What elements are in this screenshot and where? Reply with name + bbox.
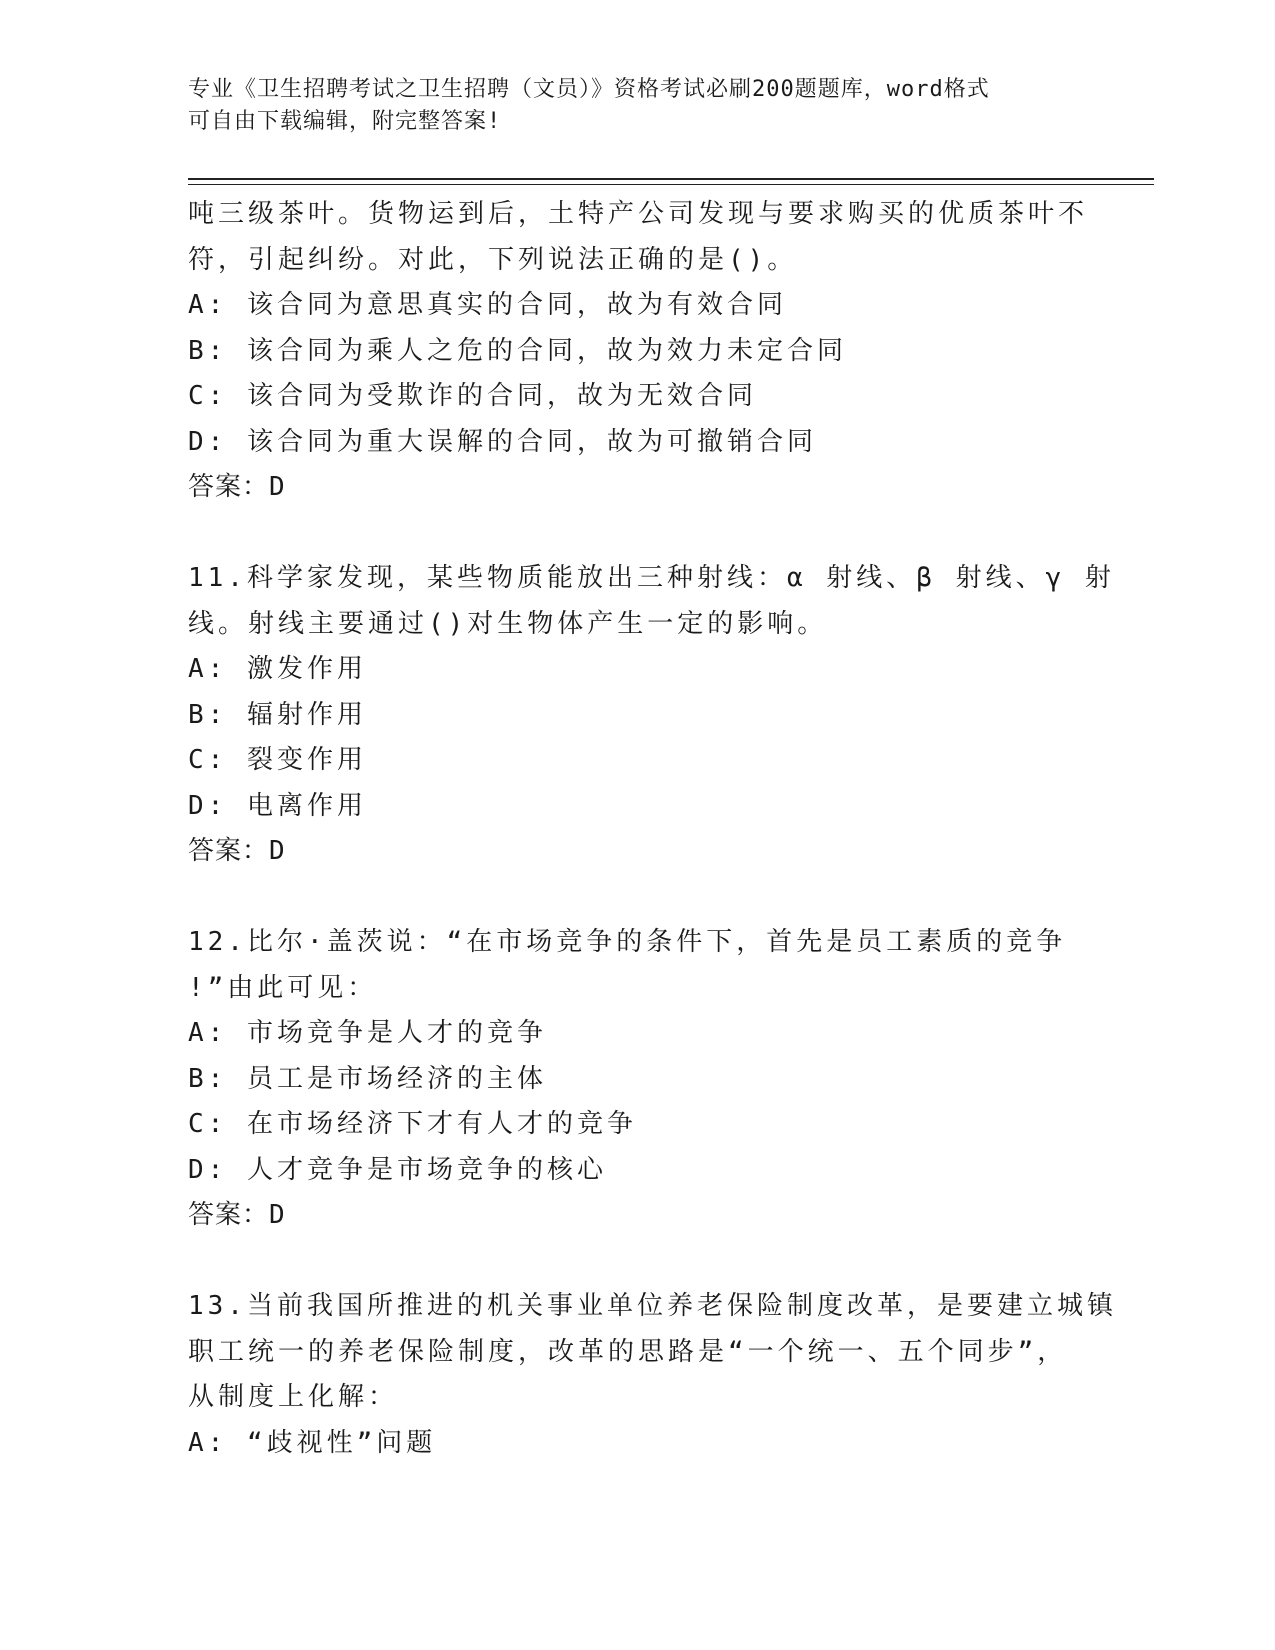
option-b: B: 该合同为乘人之危的合同，故为效力未定合同 <box>188 335 847 366</box>
question-12 <box>188 920 1088 1239</box>
spacer <box>188 875 1088 921</box>
question-stem-line: 13.当前我国所推进的机关事业单位养老保险制度改革，是要建立城镇 <box>188 1291 1117 1321</box>
option-c: C: 该合同为受欺诈的合同，故为无效合同 <box>188 381 757 411</box>
option-a: A: 该合同为意思真实的合同，故为有效合同 <box>188 290 787 320</box>
question-stem-line: 职工统一的养老保险制度，改革的思路是“一个统一、五个同步”， <box>188 1336 1068 1367</box>
spacer <box>188 511 1088 557</box>
option-b: B: 辐射作用 <box>188 699 367 730</box>
option-b: B: 员工是市场经济的主体 <box>188 1063 547 1094</box>
header-title-line-1: 专业《卫生招聘考试之卫生招聘（文员）》资格考试必刷200题题库，word格式 <box>188 77 990 102</box>
question-stem-line: 12.比尔·盖茨说：“在市场竞争的条件下，首先是员工素质的竞争 <box>188 927 1067 957</box>
document-header <box>188 74 1088 138</box>
option-a: A: “歧视性”问题 <box>188 1427 437 1458</box>
question-list <box>188 192 1117 1466</box>
question-13 <box>188 1284 1117 1466</box>
question-stem-line: 线。射线主要通过()对生物体产生一定的影响。 <box>188 608 828 639</box>
question-11 <box>188 556 1115 875</box>
question-10 <box>188 192 1088 511</box>
question-stem-line: 符，引起纠纷。对此，下列说法正确的是()。 <box>188 244 798 275</box>
header-rule-thin <box>188 184 1154 185</box>
question-stem-line: 吨三级茶叶。货物运到后，土特产公司发现与要求购买的优质茶叶不 <box>188 199 1089 229</box>
option-d: D: 人才竞争是市场竞争的核心 <box>188 1154 607 1185</box>
option-c: C: 裂变作用 <box>188 745 367 775</box>
spacer <box>188 1239 1088 1285</box>
question-stem-line: 从制度上化解： <box>188 1382 399 1412</box>
option-c: C: 在市场经济下才有人才的竞争 <box>188 1109 637 1139</box>
answer-line: 答案：D <box>188 472 286 502</box>
answer-line: 答案：D <box>188 1200 286 1230</box>
header-rule-thick <box>188 178 1154 180</box>
answer-line: 答案：D <box>188 836 286 866</box>
header-title-line-2: 可自由下载编辑，附完整答案! <box>188 109 502 134</box>
option-a: A: 激发作用 <box>188 654 367 684</box>
question-stem-line: 11.科学家发现，某些物质能放出三种射线：α 射线、β 射线、γ 射 <box>188 563 1115 593</box>
option-a: A: 市场竞争是人才的竞争 <box>188 1018 547 1048</box>
question-stem-line: !”由此可见： <box>188 972 378 1003</box>
option-d: D: 该合同为重大误解的合同，故为可撤销合同 <box>188 426 817 457</box>
option-d: D: 电离作用 <box>188 790 367 821</box>
